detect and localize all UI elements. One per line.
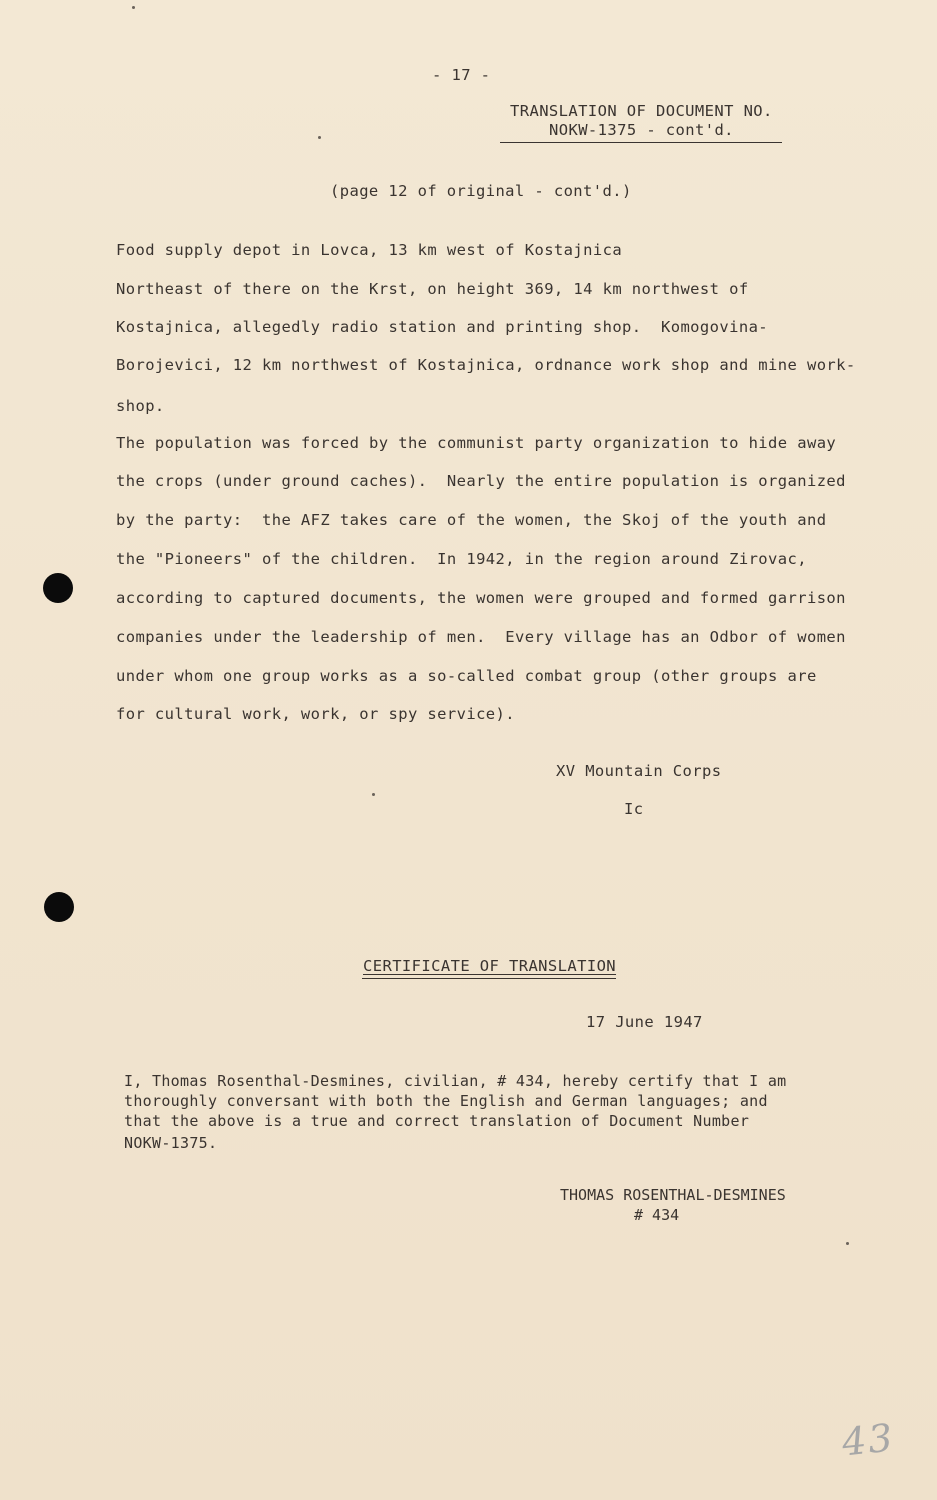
header-title: TRANSLATION OF DOCUMENT NO. <box>510 102 773 120</box>
certificate-line: NOKW-1375. <box>124 1134 218 1152</box>
body-line: companies under the leadership of men. Every village has an Odbor of women <box>116 628 846 646</box>
page-number: - 17 - <box>432 66 491 84</box>
body-line: Borojevici, 12 km northwest of Kostajnica, ordnance work shop and mine work- <box>116 356 856 374</box>
certificate-line: thoroughly conversant with both the English and German languages; and <box>124 1092 768 1110</box>
header-document-number: NOKW-1375 - cont'd. <box>549 121 734 139</box>
signature-section: Ic <box>624 800 644 818</box>
body-line: for cultural work, work, or spy service). <box>116 705 516 723</box>
translator-number: # 434 <box>634 1206 680 1224</box>
body-line: Northeast of there on the Krst, on height 369, 14 km northwest of <box>116 280 749 298</box>
body-line: Food supply depot in Lovca, 13 km west of Kostajnica <box>116 241 623 259</box>
certificate-line: that the above is a true and correct translation of Document Number <box>124 1112 750 1130</box>
body-line: according to captured documents, the women were grouped and formed garrison <box>116 589 846 607</box>
body-line: Kostajnica, allegedly radio station and printing shop. Komogovina- <box>116 318 769 336</box>
header-underline <box>500 142 782 143</box>
certificate-title: CERTIFICATE OF TRANSLATION <box>363 957 617 975</box>
paper-speck <box>132 6 135 9</box>
body-line: the "Pioneers" of the children. In 1942, in the region around Zirovac, <box>116 550 807 568</box>
certificate-line: I, Thomas Rosenthal-Desmines, civilian, # 434, hereby certify that I am <box>124 1072 787 1090</box>
paper-speck <box>372 793 375 796</box>
punch-hole <box>44 892 74 922</box>
certificate-title-underline <box>362 978 616 979</box>
paper-speck <box>846 1242 849 1245</box>
body-line: the crops (under ground caches). Nearly the entire population is organized <box>116 472 846 490</box>
paper-speck <box>318 136 321 139</box>
body-line: shop. <box>116 397 165 415</box>
body-line: The population was forced by the communist party organization to hide away <box>116 434 837 452</box>
body-line: under whom one group works as a so-called combat group (other groups are <box>116 667 817 685</box>
certificate-date: 17 June 1947 <box>586 1013 703 1031</box>
translator-name: THOMAS ROSENTHAL-DESMINES <box>560 1186 786 1204</box>
punch-hole <box>43 573 73 603</box>
page-reference: (page 12 of original - cont'd.) <box>330 182 632 200</box>
pencil-page-mark: 43 <box>839 1415 897 1465</box>
body-line: by the party: the AFZ takes care of the women, the Skoj of the youth and <box>116 511 827 529</box>
signature-unit: XV Mountain Corps <box>556 762 722 780</box>
